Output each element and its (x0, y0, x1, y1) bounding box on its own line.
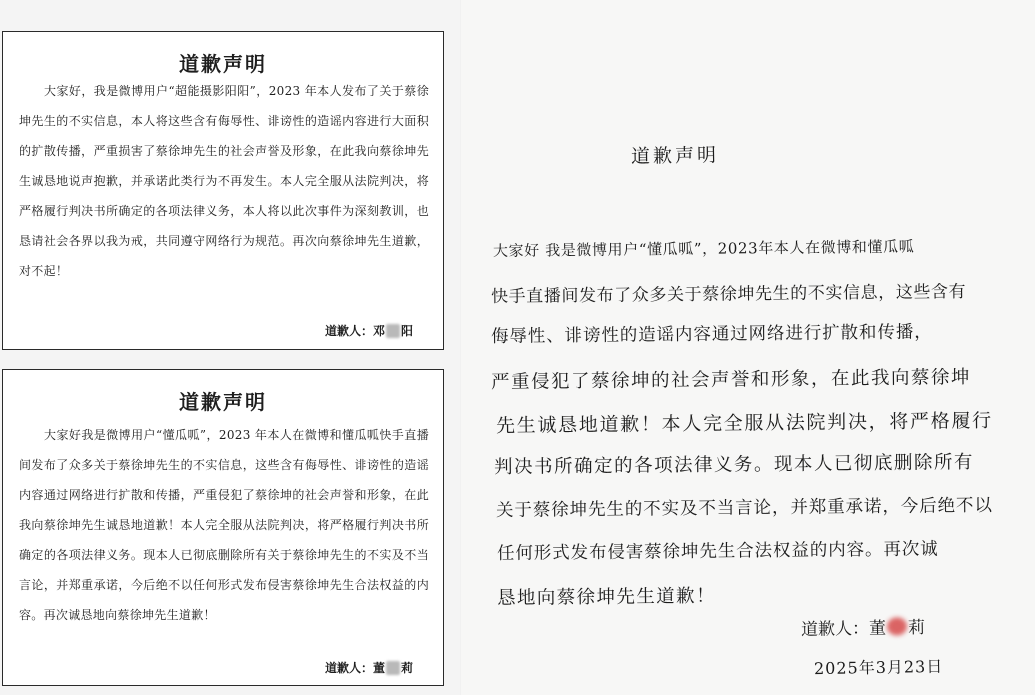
handwritten-statement (461, 0, 1035, 695)
statement-body: 大家好我是微博用户“懂瓜呱”，2023 年本人在微博和懂瓜呱快手直播间发布了众多关于蔡徐坤先生的不实信息，这些含有侮辱性、诽谤性的造谣内容通过网络进行扩散和传播，严重侵犯了蔡徐坤的社会声誉和形象，在此我向蔡徐坤先生诚恳地道歉！本人完全服从法院判决，将严格履行判决书所确定的各项法律义务。现本人已彻底删除所有关于蔡徐坤先生的不实及不当言论，并郑重承诺，今后绝不以任何形式发布侵害蔡徐坤先生合法权益的内容。再次诚恳地向蔡徐坤先生道歉！ (19, 428, 429, 622)
handwritten-signature (801, 613, 925, 640)
handwritten-title: 道歉声明 (630, 144, 720, 168)
handwritten-line: 快手直播间发布了众多关于蔡徐坤先生的不实信息，这些含有 (490, 282, 967, 307)
signer-first-char: 邓 (372, 324, 385, 338)
redaction-smudge (887, 617, 907, 635)
signer-label: 道歉人： (324, 324, 373, 338)
signer-last-char: 莉 (907, 617, 926, 639)
signer-first-char: 董 (868, 618, 887, 639)
handwritten-line: 先生诚恳地道歉！本人完全服从法院判决，将严格履行 (495, 409, 993, 437)
signer-first-char: 董 (372, 661, 385, 675)
handwritten-line: 严重侵犯了蔡徐坤的社会声誉和形象，在此我向蔡徐坤 (490, 366, 972, 393)
statement-body: 大家好，我是微博用户“超能摄影阳阳”，2023 年本人发布了关于蔡徐坤先生的不实信息，本人将这些含有侮辱性、诽谤性的造谣内容进行大面积的扩散传播，严重损害了蔡徐坤先生的社会声誉及形象，在此我向蔡徐坤先生诚恳地说声抱歉，并承诺此类行为不再发生。本人完全服从法院判决，将严格履行判决书所确定的各项法律义务，本人将以此次事件为深刻教训，也恳请社会各界以我为戒，共同遵守网络行为规范。再次向蔡徐坤先生道歉，对不起！ (19, 84, 429, 278)
statement-title: 道歉声明 (179, 52, 267, 76)
signer-row (325, 322, 413, 339)
redaction-blur (386, 661, 400, 675)
redaction-blur (386, 324, 400, 338)
handwritten-date: 2025年3月23日 (813, 656, 944, 679)
signer-label: 道歉人： (800, 618, 870, 641)
typed-statement-1 (2, 31, 444, 350)
handwritten-line: 恳地向蔡徐坤先生道歉！ (496, 585, 717, 609)
handwritten-line: 大家好 我是微博用户“懂瓜呱”，2023年本人在微博和懂瓜呱 (492, 237, 915, 260)
signer-label: 道歉人： (324, 661, 373, 675)
signer-last-char: 阳 (400, 324, 413, 338)
handwritten-line: 判决书所确定的各项法律义务。现本人已彻底删除所有 (493, 451, 975, 478)
handwritten-line: 关于蔡徐坤先生的不实及不当言论，并郑重承诺，今后绝不以 (495, 495, 993, 521)
handwritten-line: 侮辱性、诽谤性的造谣内容通过网络进行扩散和传播， (490, 322, 933, 347)
typed-statements-column (0, 0, 460, 695)
statement-title: 道歉声明 (179, 390, 267, 414)
signer-last-char: 莉 (400, 661, 413, 675)
typed-statement-2 (2, 369, 444, 686)
handwritten-line: 任何形式发布侵害蔡徐坤先生合法权益的内容。再次诚 (496, 539, 939, 564)
signer-row (325, 659, 413, 676)
